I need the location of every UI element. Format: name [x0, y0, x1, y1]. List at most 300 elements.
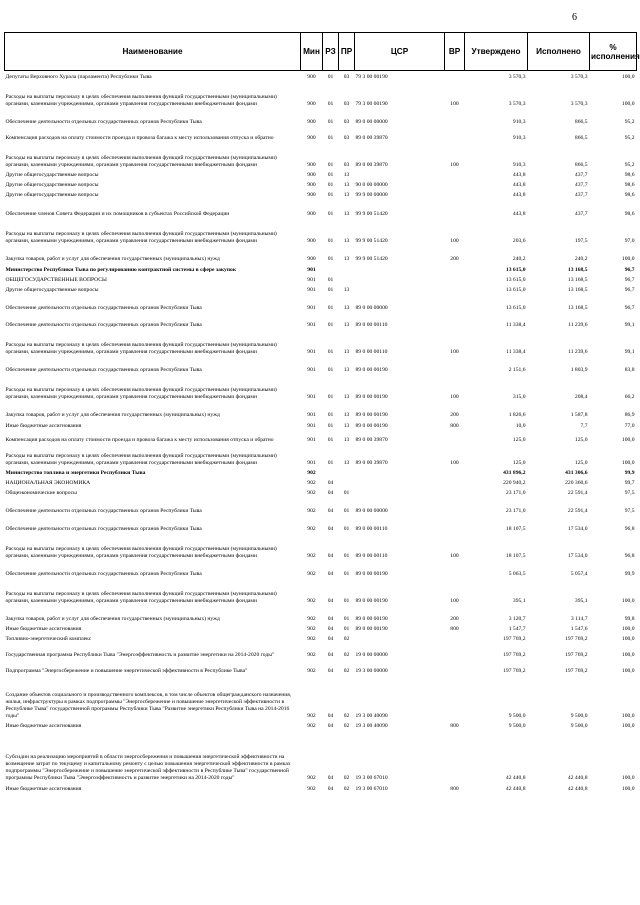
- cell-csr: 99 9 00 51420: [355, 210, 388, 217]
- cell-name: Обеспечение деятельности отдельных государственных органов Республики Тыва: [5, 507, 202, 514]
- cell-min: 900: [307, 171, 316, 178]
- cell-rz: [323, 467, 339, 477]
- cell-pr: 13: [343, 210, 350, 217]
- cell-vr: 200: [450, 411, 459, 418]
- table-row: [5, 108, 637, 126]
- cell-pr: 13: [343, 237, 350, 244]
- cell-executed: 42 440,8: [567, 785, 588, 792]
- cell-vr: [445, 730, 465, 782]
- table-row: [5, 263, 637, 274]
- cell-min: 900: [307, 181, 316, 188]
- cell-csr: 89 0 00 00190: [355, 411, 388, 418]
- cell-percent: 99,7: [624, 479, 635, 486]
- cell-executed: 17 534,0: [567, 525, 588, 532]
- cell-rz: 04: [327, 785, 334, 792]
- cell-percent: 97,5: [624, 489, 635, 496]
- cell-pr: 13: [343, 191, 350, 198]
- cell-min: 902: [307, 469, 316, 476]
- cell-min: 902: [307, 489, 316, 496]
- cell-min: 900: [307, 191, 316, 198]
- cell-executed: 431 306,6: [565, 469, 588, 476]
- cell-min: 901: [307, 411, 316, 418]
- table-row: [5, 126, 637, 142]
- cell-percent: 96,7: [624, 286, 635, 293]
- cell-approved: 910,3: [512, 134, 526, 141]
- cell-name: Министерство топлива и энергетики Республики Тыва: [5, 469, 146, 476]
- cell-executed: 11 239,6: [568, 348, 588, 355]
- cell-vr: [445, 659, 465, 675]
- cell-pr: 02: [343, 722, 350, 729]
- col-header-min: Мин: [301, 33, 323, 71]
- cell-executed: 125,0: [574, 436, 588, 443]
- cell-rz: [323, 263, 339, 274]
- cell-name: Расходы на выплаты персоналу в целях обеспечения выполнения функций государственными (муниципальными) органами, казенными учреждениями, органами управления государственными внебюджетными фондами: [5, 452, 277, 466]
- table-row: [5, 199, 637, 218]
- table-row: [5, 284, 637, 294]
- cell-executed: 42 440,8: [567, 774, 588, 781]
- cell-vr: 800: [450, 722, 459, 729]
- cell-pr: 13: [343, 255, 350, 262]
- cell-approved: 13 615,0: [505, 266, 526, 273]
- cell-min: 901: [307, 366, 316, 373]
- cell-csr: 89 0 00 00190: [355, 597, 388, 604]
- cell-executed: 1 803,9: [570, 366, 588, 373]
- cell-name: Иные бюджетные ассигнования: [5, 785, 82, 792]
- cell-executed: 437,7: [574, 210, 588, 217]
- cell-percent: 100,0: [621, 651, 635, 658]
- cell-percent: 100,0: [621, 785, 635, 792]
- table-row: [5, 430, 637, 444]
- table-row: [5, 477, 637, 487]
- cell-pr: 02: [343, 635, 350, 642]
- col-header-executed: Исполнено: [528, 33, 590, 71]
- cell-csr: 19 3 00 67010: [355, 774, 388, 781]
- cell-min: 901: [307, 422, 316, 429]
- cell-rz: 01: [327, 276, 334, 283]
- cell-percent: 100,0: [621, 597, 635, 604]
- cell-rz: 04: [327, 489, 334, 496]
- cell-executed: 11 239,6: [568, 321, 588, 328]
- cell-rz: 04: [327, 722, 334, 729]
- cell-percent: 97,0: [624, 237, 635, 244]
- cell-percent: 96,7: [624, 304, 635, 311]
- cell-vr: [445, 515, 465, 533]
- cell-approved: 315,0: [512, 393, 526, 400]
- cell-vr: [445, 126, 465, 142]
- cell-approved: 9 500,0: [508, 722, 526, 729]
- cell-pr: 03: [343, 118, 350, 125]
- cell-name: Обеспечение деятельности отдельных государственных органов Республики Тыва: [5, 118, 202, 125]
- cell-rz: 04: [327, 525, 334, 532]
- cell-pr: 13: [343, 171, 350, 178]
- cell-percent: 99,9: [624, 469, 635, 476]
- cell-pr: 02: [343, 774, 350, 781]
- cell-vr: [445, 108, 465, 126]
- cell-name: Обеспечение деятельности отдельных государственных органов Республики Тыва: [5, 570, 202, 577]
- cell-pr: 13: [343, 436, 350, 443]
- cell-vr: [445, 560, 465, 578]
- cell-vr: [445, 675, 465, 720]
- cell-pr: 13: [343, 321, 350, 328]
- cell-executed: 197 769,2: [565, 651, 588, 658]
- cell-executed: 866,5: [574, 134, 588, 141]
- cell-approved: 443,8: [512, 171, 526, 178]
- cell-min: 901: [307, 304, 316, 311]
- cell-approved: 2 151,6: [508, 366, 526, 373]
- cell-name: Закупка товаров, работ и услуг для обеспечения государственных (муниципальных) нужд: [5, 411, 220, 418]
- cell-pr: [339, 477, 355, 487]
- table-row: [5, 578, 637, 605]
- cell-rz: 01: [327, 436, 334, 443]
- table-row: [5, 81, 637, 108]
- cell-min: 902: [307, 507, 316, 514]
- table-row: [5, 643, 637, 659]
- cell-executed: 866,5: [574, 161, 588, 168]
- cell-pr: 02: [343, 712, 350, 719]
- cell-name: Расходы на выплаты персоналу в целях обеспечения выполнения функций государственными (муниципальными) органами, казенными учреждениями, органами управления государственными внебюджетными фондами: [5, 386, 277, 400]
- cell-min: 900: [307, 118, 316, 125]
- cell-vr: 100: [450, 597, 459, 604]
- cell-rz: 01: [327, 286, 334, 293]
- cell-percent: 96,8: [624, 552, 635, 559]
- cell-approved: 42 440,8: [505, 774, 526, 781]
- table-row: [5, 560, 637, 578]
- cell-csr: [355, 487, 445, 497]
- table-row: [5, 71, 637, 81]
- cell-vr: [445, 189, 465, 199]
- table-header: [5, 33, 640, 71]
- cell-csr: 89 0 00 00190: [355, 366, 388, 373]
- cell-rz: 01: [327, 237, 334, 244]
- cell-percent: 100,0: [621, 255, 635, 262]
- cell-vr: [445, 199, 465, 218]
- cell-name: Топливно-энергетический комплекс: [5, 635, 92, 642]
- table-row: [5, 274, 637, 284]
- cell-approved: 125,0: [512, 459, 526, 466]
- table-row: [5, 623, 637, 633]
- cell-rz: 04: [327, 479, 334, 486]
- cell-name: Обеспечение деятельности отдельных государственных органов Республики Тыва: [5, 525, 202, 532]
- cell-min: 900: [307, 210, 316, 217]
- cell-name: Обеспечение деятельности отдельных государственных органов Республики Тыва: [5, 304, 202, 311]
- cell-rz: 01: [327, 366, 334, 373]
- cell-csr: 89 0 00 39870: [355, 134, 388, 141]
- cell-csr: 89 0 00 00000: [355, 507, 388, 514]
- cell-vr: 100: [450, 348, 459, 355]
- cell-name: Расходы на выплаты персоналу в целях обеспечения выполнения функций государственными (муниципальными) органами, казенными учреждениями, органами управления государственными внебюджетными фондами: [5, 93, 277, 107]
- cell-vr: [445, 263, 465, 274]
- cell-min: 900: [307, 100, 316, 107]
- col-header-vr: ВР: [445, 33, 465, 71]
- cell-pr: 01: [343, 525, 350, 532]
- cell-min: 902: [307, 774, 316, 781]
- cell-percent: 100,0: [621, 73, 635, 80]
- cell-percent: 98,6: [624, 171, 635, 178]
- cell-csr: 79 3 00 00190: [355, 100, 388, 107]
- table-row: [5, 730, 637, 782]
- cell-pr: 02: [343, 651, 350, 658]
- cell-rz: 01: [327, 411, 334, 418]
- table-row: [5, 497, 637, 515]
- cell-pr: 03: [343, 161, 350, 168]
- cell-percent: 100,0: [621, 712, 635, 719]
- cell-rz: 01: [327, 348, 334, 355]
- cell-csr: 79 3 00 00190: [355, 73, 388, 80]
- cell-percent: 86,9: [624, 411, 635, 418]
- cell-vr: [445, 71, 465, 81]
- cell-name: Депутаты Верховного Хурала (парламента) Республики Тыва: [5, 73, 152, 80]
- cell-min: 902: [307, 785, 316, 792]
- cell-percent: 77,0: [624, 422, 635, 429]
- cell-vr: [445, 294, 465, 312]
- cell-pr: 03: [343, 100, 350, 107]
- cell-approved: 443,8: [512, 181, 526, 188]
- cell-min: 900: [307, 134, 316, 141]
- cell-csr: 89 0 00 00190: [355, 393, 388, 400]
- cell-min: 900: [307, 237, 316, 244]
- cell-rz: 04: [327, 597, 334, 604]
- cell-csr: 90 0 00 00000: [355, 181, 388, 188]
- col-header-name: Наименование: [5, 33, 301, 71]
- cell-vr: 200: [450, 615, 459, 622]
- cell-percent: 99,8: [624, 615, 635, 622]
- cell-executed: 13 168,5: [567, 276, 588, 283]
- cell-name: Обеспечение деятельности отдельных государственных органов Республики Тыва: [5, 321, 202, 328]
- cell-rz: 04: [327, 625, 334, 632]
- table-row: [5, 533, 637, 560]
- cell-rz: 04: [327, 774, 334, 781]
- cell-approved: 431 896,2: [503, 469, 526, 476]
- cell-percent: 100,0: [621, 100, 635, 107]
- cell-csr: 89 0 00 00190: [355, 625, 388, 632]
- cell-executed: 22 591,4: [567, 489, 588, 496]
- cell-pr: 13: [343, 286, 350, 293]
- table-row: [5, 515, 637, 533]
- cell-vr: 100: [450, 552, 459, 559]
- cell-name: Расходы на выплаты персоналу в целях обеспечения выполнения функций государственными (муниципальными) органами, казенными учреждениями, органами управления государственными внебюджетными фондами: [5, 341, 277, 355]
- cell-percent: 83,8: [624, 366, 635, 373]
- cell-executed: 3 570,3: [570, 73, 588, 80]
- cell-csr: 99 9 00 00000: [355, 191, 388, 198]
- cell-vr: [445, 477, 465, 487]
- cell-percent: 99,9: [624, 570, 635, 577]
- cell-approved: 5 063,5: [508, 570, 526, 577]
- cell-name: Компенсация расходов на оплату стоимости проезда и провоза багажа к месту использования отпуска и обратно: [5, 436, 274, 443]
- cell-name: ОБЩЕГОСУДАРСТВЕННЫЕ ВОПРОСЫ: [5, 276, 107, 283]
- cell-executed: 3 570,3: [570, 100, 588, 107]
- cell-percent: 96,7: [624, 276, 635, 283]
- cell-rz: 01: [327, 210, 334, 217]
- cell-executed: 3 114,7: [570, 615, 588, 622]
- cell-pr: 13: [343, 459, 350, 466]
- cell-executed: 13 168,5: [567, 266, 588, 273]
- cell-min: 901: [307, 436, 316, 443]
- cell-approved: 395,1: [512, 597, 526, 604]
- cell-min: 901: [307, 286, 316, 293]
- cell-name: Иные бюджетные ассигнования: [5, 422, 82, 429]
- cell-approved: 910,3: [512, 161, 526, 168]
- cell-pr: 03: [343, 73, 350, 80]
- cell-pr: 13: [343, 411, 350, 418]
- cell-vr: 800: [450, 625, 459, 632]
- cell-vr: 800: [450, 422, 459, 429]
- cell-vr: [445, 430, 465, 444]
- cell-vr: 100: [450, 100, 459, 107]
- cell-executed: 5 057,4: [570, 570, 588, 577]
- cell-min: 901: [307, 266, 316, 273]
- cell-approved: 3 120,7: [508, 615, 526, 622]
- cell-csr: 89 0 00 00190: [355, 422, 388, 429]
- cell-pr: 01: [343, 625, 350, 632]
- cell-csr: 19 3 00 40090: [355, 712, 388, 719]
- cell-pr: [339, 467, 355, 477]
- cell-rz: 01: [327, 255, 334, 262]
- cell-name: Министерство Республики Тыва по регулированию контрактной системы в сфере закупок: [5, 266, 237, 273]
- cell-percent: 96,7: [624, 266, 635, 273]
- cell-executed: 7,7: [580, 422, 588, 429]
- cell-percent: 100,0: [621, 436, 635, 443]
- cell-percent: 99,1: [624, 321, 635, 328]
- table-row: [5, 374, 637, 401]
- cell-approved: 13 615,0: [505, 276, 526, 283]
- cell-pr: 13: [343, 348, 350, 355]
- cell-approved: 23 171,0: [505, 489, 526, 496]
- cell-vr: 100: [450, 393, 459, 400]
- cell-percent: 95,2: [624, 161, 635, 168]
- cell-min: 901: [307, 393, 316, 400]
- table-row: [5, 675, 637, 720]
- cell-approved: 910,3: [512, 118, 526, 125]
- cell-executed: 220 360,6: [565, 479, 588, 486]
- cell-vr: [445, 312, 465, 329]
- cell-name: Создание объектов социального и производственного комплексов, в том числе объектов общегражданского назначения, жилья, инфраструктуры в рамках подпрограммы "Энергосбережение и повышение энергетической эффективности в Республике Тыва" государственной программы Республики Тыва "Развитие энергетики Республики Тыва на 2014-2016 годы": [5, 692, 292, 719]
- cell-pr: 01: [343, 570, 350, 577]
- cell-rz: 04: [327, 712, 334, 719]
- cell-executed: 240,2: [574, 255, 588, 262]
- cell-csr: 89 0 00 00110: [355, 348, 388, 355]
- cell-rz: 01: [327, 73, 334, 80]
- cell-percent: 98,6: [624, 181, 635, 188]
- cell-approved: 13 615,0: [505, 286, 526, 293]
- cell-min: 902: [307, 479, 316, 486]
- cell-name: Расходы на выплаты персоналу в целях обеспечения выполнения функций государственными (муниципальными) органами, казенными учреждениями, органами управления государственными внебюджетными фондами: [5, 230, 277, 244]
- table-body: [5, 71, 637, 793]
- cell-approved: 240,2: [512, 255, 526, 262]
- cell-approved: 11 338,4: [506, 348, 526, 355]
- cell-pr: 01: [343, 597, 350, 604]
- cell-approved: 11 338,4: [506, 321, 526, 328]
- cell-executed: 125,0: [574, 459, 588, 466]
- cell-percent: 100,0: [621, 625, 635, 632]
- col-header-approved: Утверждено: [465, 33, 528, 71]
- col-header-rz: РЗ: [323, 33, 339, 71]
- cell-approved: 10,0: [515, 422, 526, 429]
- cell-csr: 19 3 00 00000: [355, 667, 388, 674]
- cell-approved: 3 570,3: [508, 100, 526, 107]
- cell-name: Компенсация расходов на оплату стоимости проезда и провоза багажа к месту использования отпуска и обратно: [5, 134, 274, 141]
- cell-approved: 197 769,2: [503, 651, 526, 658]
- cell-name: Подпрограмма "Энергосбережение и повышение энергетической эффективности в Республике Тыва": [5, 667, 248, 674]
- table-row: [5, 633, 637, 643]
- cell-executed: 22 591,4: [567, 507, 588, 514]
- cell-name: Другие общегосударственные вопросы: [5, 171, 99, 178]
- cell-executed: 197,5: [574, 237, 588, 244]
- col-header-csr: ЦСР: [355, 33, 445, 71]
- cell-name: Другие общегосударственные вопросы: [5, 286, 99, 293]
- table-row: [5, 294, 637, 312]
- cell-executed: 197 769,2: [565, 667, 588, 674]
- cell-executed: 197 769,2: [565, 635, 588, 642]
- table-row: [5, 720, 637, 730]
- table-row: [5, 169, 637, 179]
- table-row: [5, 356, 637, 374]
- cell-percent: 95,2: [624, 134, 635, 141]
- cell-percent: 66,2: [624, 393, 635, 400]
- cell-executed: 17 534,0: [567, 552, 588, 559]
- cell-executed: 208,4: [574, 393, 588, 400]
- cell-rz: 01: [327, 393, 334, 400]
- table-row: [5, 312, 637, 329]
- table-row: [5, 245, 637, 263]
- col-header-percent: % исполнения: [590, 33, 637, 71]
- cell-executed: 9 500,0: [570, 722, 588, 729]
- cell-csr: 19 0 00 00000: [355, 651, 388, 658]
- cell-min: 900: [307, 161, 316, 168]
- cell-executed: 866,5: [574, 118, 588, 125]
- budget-execution-table: [4, 32, 640, 793]
- cell-executed: 1 547,6: [570, 625, 588, 632]
- cell-rz: 04: [327, 651, 334, 658]
- cell-min: 900: [307, 255, 316, 262]
- cell-name: Иные бюджетные ассигнования: [5, 625, 82, 632]
- cell-csr: [355, 467, 445, 477]
- cell-approved: 443,8: [512, 210, 526, 217]
- cell-approved: 13 615,0: [505, 304, 526, 311]
- cell-executed: 437,7: [574, 171, 588, 178]
- cell-csr: [355, 263, 445, 274]
- cell-min: 902: [307, 651, 316, 658]
- table-row: [5, 487, 637, 497]
- cell-rz: 04: [327, 552, 334, 559]
- cell-approved: 9 500,0: [508, 712, 526, 719]
- cell-executed: 13 168,5: [567, 304, 588, 311]
- cell-executed: 437,7: [574, 191, 588, 198]
- cell-min: 900: [307, 73, 316, 80]
- cell-vr: [445, 487, 465, 497]
- cell-percent: 98,6: [624, 191, 635, 198]
- table-row: [5, 467, 637, 477]
- cell-pr: 13: [343, 393, 350, 400]
- cell-min: 902: [307, 625, 316, 632]
- cell-percent: 95,2: [624, 118, 635, 125]
- cell-pr: 03: [343, 134, 350, 141]
- table-row: [5, 605, 637, 623]
- cell-rz: 04: [327, 570, 334, 577]
- table-row: [5, 189, 637, 199]
- cell-pr: 01: [343, 507, 350, 514]
- cell-vr: [445, 169, 465, 179]
- table-row: [5, 218, 637, 245]
- cell-name: Государственная программа Республики Тыва "Энергоэффективность и развитие энергетики на 2014-2020 годы": [5, 651, 275, 658]
- cell-approved: 125,0: [512, 436, 526, 443]
- cell-percent: 100,0: [621, 722, 635, 729]
- cell-csr: 89 0 00 00190: [355, 570, 388, 577]
- cell-min: 902: [307, 667, 316, 674]
- cell-rz: 04: [327, 667, 334, 674]
- cell-pr: 13: [343, 304, 350, 311]
- cell-csr: 89 0 00 00190: [355, 615, 388, 622]
- cell-pr: 13: [343, 181, 350, 188]
